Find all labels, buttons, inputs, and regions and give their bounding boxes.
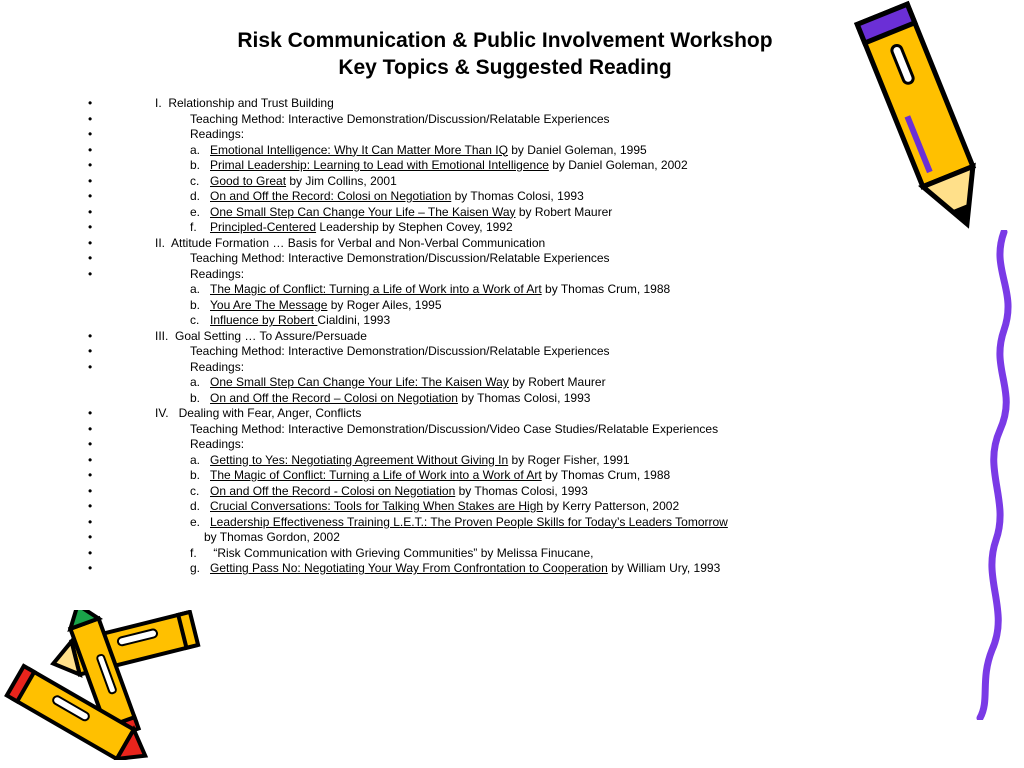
bullet-marker: •	[88, 111, 93, 126]
list-item-text: Teaching Method: Interactive Demonstration/Discussion/Relatable Experiences	[190, 111, 610, 126]
reading-author: by Thomas Crum, 1988	[541, 468, 671, 482]
list-item-text: Readings:	[190, 127, 245, 141]
list-item-content	[190, 282, 670, 298]
reading-title-link[interactable]: The Magic of Conflict: Turning a Life of Work into a Work of Art	[210, 282, 542, 296]
bullet-marker: •	[88, 266, 93, 281]
bullet-marker: •	[88, 235, 93, 250]
list-item-content	[204, 530, 340, 546]
bullet-marker: •	[88, 251, 93, 265]
topic-list	[0, 96, 860, 577]
item-letter: c.	[190, 173, 200, 188]
bullet-marker: •	[88, 189, 93, 203]
bullet-marker: •	[88, 344, 93, 358]
title-line-2: Key Topics & Suggested Reading	[338, 56, 672, 79]
list-item	[0, 267, 860, 283]
item-letter: f.	[190, 545, 197, 560]
bullet-marker: •	[88, 468, 93, 482]
item-letter: a.	[190, 282, 201, 296]
reading-author: by William Ury, 1993	[607, 561, 721, 575]
bullet-marker: •	[88, 96, 93, 110]
list-item	[0, 530, 860, 546]
list-item-content	[190, 143, 647, 159]
item-letter: b.	[190, 297, 201, 312]
list-item	[0, 515, 860, 531]
list-item	[0, 468, 860, 484]
list-item	[0, 158, 860, 174]
list-item	[0, 112, 860, 128]
reading-author: by Thomas Colosi, 1993	[457, 390, 591, 405]
list-item-content	[190, 313, 390, 329]
list-item-content	[190, 298, 442, 314]
list-item-content	[155, 329, 367, 345]
bullet-marker: •	[88, 561, 93, 575]
list-item-text: “Risk Communication with Grieving Communities” by Melissa Finucane,	[210, 545, 594, 560]
list-item	[0, 220, 860, 236]
list-item	[0, 329, 860, 345]
bullet-marker: •	[88, 173, 93, 188]
list-item-content	[190, 468, 670, 484]
item-letter: f.	[190, 220, 197, 234]
reading-author: by Thomas Crum, 1988	[541, 282, 671, 296]
reading-author: by Robert Maurer	[515, 204, 613, 219]
list-item	[0, 391, 860, 407]
bullet-marker: •	[88, 452, 93, 467]
list-item-content	[190, 360, 244, 376]
wavy-line-icon	[960, 230, 1024, 720]
reading-author: Leadership by Stephen Covey, 1992	[316, 220, 513, 234]
list-item	[0, 437, 860, 453]
list-item-text: Readings:	[190, 266, 245, 281]
list-item-content	[190, 220, 513, 236]
list-item-text: Teaching Method: Interactive Demonstration/Discussion/Relatable Experiences	[190, 251, 610, 265]
list-item	[0, 96, 860, 112]
item-letter: c.	[190, 313, 200, 327]
item-letter: e.	[190, 204, 201, 219]
reading-title-link[interactable]: Influence by Robert	[210, 313, 318, 327]
reading-title-link[interactable]: Crucial Conversations: Tools for Talking When Stakes are High	[210, 499, 544, 513]
list-item-content	[190, 561, 720, 577]
list-item	[0, 143, 860, 159]
list-item	[0, 344, 860, 360]
item-letter: c.	[190, 483, 200, 498]
bullet-marker: •	[88, 204, 93, 219]
list-item-content	[190, 453, 630, 469]
bullet-marker: •	[88, 406, 93, 420]
reading-title-link[interactable]: On and Off the Record – Colosi on Negotiation	[210, 390, 458, 405]
reading-title-link[interactable]: Leadership Effectiveness Training L.E.T.: The Proven People Skills for Today’s Leaders Tomorrow	[210, 514, 728, 529]
list-item	[0, 422, 860, 438]
item-letter: b.	[190, 468, 201, 482]
list-item-content	[190, 251, 610, 267]
reading-author: by Thomas Colosi, 1993	[451, 189, 584, 203]
list-item-content	[190, 375, 606, 391]
item-letter: d.	[190, 189, 201, 203]
bullet-marker: •	[88, 499, 93, 513]
list-item-content	[190, 189, 584, 205]
list-item-content	[190, 127, 244, 143]
list-item-content	[190, 515, 728, 531]
list-item	[0, 189, 860, 205]
reading-title-link[interactable]: One Small Step Can Change Your Life – The Kaisen Way	[210, 204, 516, 219]
item-letter: a.	[190, 452, 201, 467]
reading-title-link[interactable]: The Magic of Conflict: Turning a Life of Work into a Work of Art	[210, 468, 542, 482]
list-item-content	[190, 391, 590, 407]
list-item	[0, 360, 860, 376]
list-item	[0, 127, 860, 143]
list-item-content	[155, 236, 545, 252]
reading-author: by Jim Collins, 2001	[286, 173, 397, 188]
item-letter: g.	[190, 561, 201, 575]
list-item-content	[190, 112, 610, 128]
list-item	[0, 484, 860, 500]
reading-author: by Kerry Patterson, 2002	[543, 499, 680, 513]
bullet-marker: •	[88, 328, 93, 343]
list-item-content	[155, 96, 334, 112]
list-item-content	[190, 344, 610, 360]
bullet-marker: •	[88, 127, 93, 141]
reading-author: Cialdini, 1993	[317, 313, 391, 327]
list-item	[0, 313, 860, 329]
reading-author: by Thomas Colosi, 1993	[455, 483, 588, 498]
list-item-content	[190, 422, 718, 438]
list-item	[0, 205, 860, 221]
reading-author: by Daniel Goleman, 2002	[548, 158, 688, 172]
list-item	[0, 406, 860, 422]
bullet-marker: •	[88, 437, 93, 451]
reading-title-link[interactable]: Primal Leadership: Learning to Lead with Emotional Intelligence	[210, 158, 549, 172]
list-item-text: I. Relationship and Trust Building	[155, 96, 334, 110]
list-item	[0, 546, 860, 562]
reading-author: by Daniel Goleman, 1995	[507, 142, 647, 157]
bullet-marker: •	[88, 483, 93, 498]
list-item	[0, 499, 860, 515]
list-item-text: Readings:	[190, 437, 245, 451]
item-letter: a.	[190, 375, 201, 389]
list-item-content	[155, 406, 361, 422]
reading-title-link[interactable]: Principled-Centered	[210, 220, 317, 234]
list-item	[0, 174, 860, 190]
list-item-content	[190, 267, 244, 283]
bullet-marker: •	[88, 359, 93, 374]
list-item-text: Teaching Method: Interactive Demonstration/Discussion/Relatable Experiences	[190, 344, 610, 358]
list-item	[0, 453, 860, 469]
list-item	[0, 561, 860, 577]
list-item-content	[190, 499, 679, 515]
list-item-content	[190, 174, 397, 190]
pencil-icon	[850, 0, 1000, 245]
bullet-marker: •	[88, 220, 93, 234]
bullet-marker: •	[88, 158, 93, 172]
reading-title-link[interactable]: Getting to Yes: Negotiating Agreement Without Giving In	[210, 452, 509, 467]
reading-title-link[interactable]: Emotional Intelligence: Why It Can Matter More Than IQ	[210, 142, 508, 157]
reading-author: by Roger Fisher, 1991	[508, 452, 630, 467]
title-line-1: Risk Communication & Public Involvement Workshop	[237, 29, 773, 52]
list-item-text: IV. Dealing with Fear, Anger, Conflicts	[155, 406, 362, 420]
reading-title-link[interactable]: On and Off the Record - Colosi on Negotiation	[210, 483, 456, 498]
list-item-text: II. Attitude Formation … Basis for Verbal and Non-Verbal Communication	[155, 235, 546, 250]
list-item-content	[190, 484, 588, 500]
reading-title-link[interactable]: Good to Great	[210, 173, 287, 188]
list-item	[0, 282, 860, 298]
list-item-content	[190, 546, 593, 562]
bullet-marker: •	[88, 142, 93, 157]
bullet-marker: •	[88, 545, 93, 560]
reading-title-link[interactable]: Getting Pass No: Negotiating Your Way From Confrontation to Cooperation	[210, 561, 608, 575]
reading-title-link[interactable]: One Small Step Can Change Your Life: The Kaisen Way	[210, 375, 509, 389]
item-letter: b.	[190, 390, 201, 405]
list-item	[0, 251, 860, 267]
bullet-marker: •	[88, 530, 93, 544]
item-letter: a.	[190, 142, 201, 157]
list-item-content	[190, 205, 612, 221]
list-item	[0, 298, 860, 314]
list-item-content	[190, 158, 688, 174]
list-item	[0, 375, 860, 391]
list-item-text: by Thomas Gordon, 2002	[204, 530, 340, 544]
list-item-text: III. Goal Setting … To Assure/Persuade	[155, 328, 367, 343]
crayon-icon	[0, 610, 210, 760]
item-letter: e.	[190, 514, 201, 529]
list-item	[0, 236, 860, 252]
list-item-content	[190, 437, 244, 453]
list-item-text: Readings:	[190, 359, 245, 374]
item-letter: d.	[190, 499, 201, 513]
reading-title-link[interactable]: On and Off the Record: Colosi on Negotiation	[210, 189, 452, 203]
reading-author: by Robert Maurer	[508, 375, 606, 389]
bullet-marker: •	[88, 514, 93, 529]
list-item-text: Teaching Method: Interactive Demonstration/Discussion/Video Case Studies/Relatable Experiences	[190, 421, 719, 436]
bullet-marker: •	[88, 421, 93, 436]
reading-author: by Roger Ailes, 1995	[327, 297, 442, 312]
item-letter: b.	[190, 158, 201, 172]
reading-title-link[interactable]: You Are The Message	[210, 297, 328, 312]
